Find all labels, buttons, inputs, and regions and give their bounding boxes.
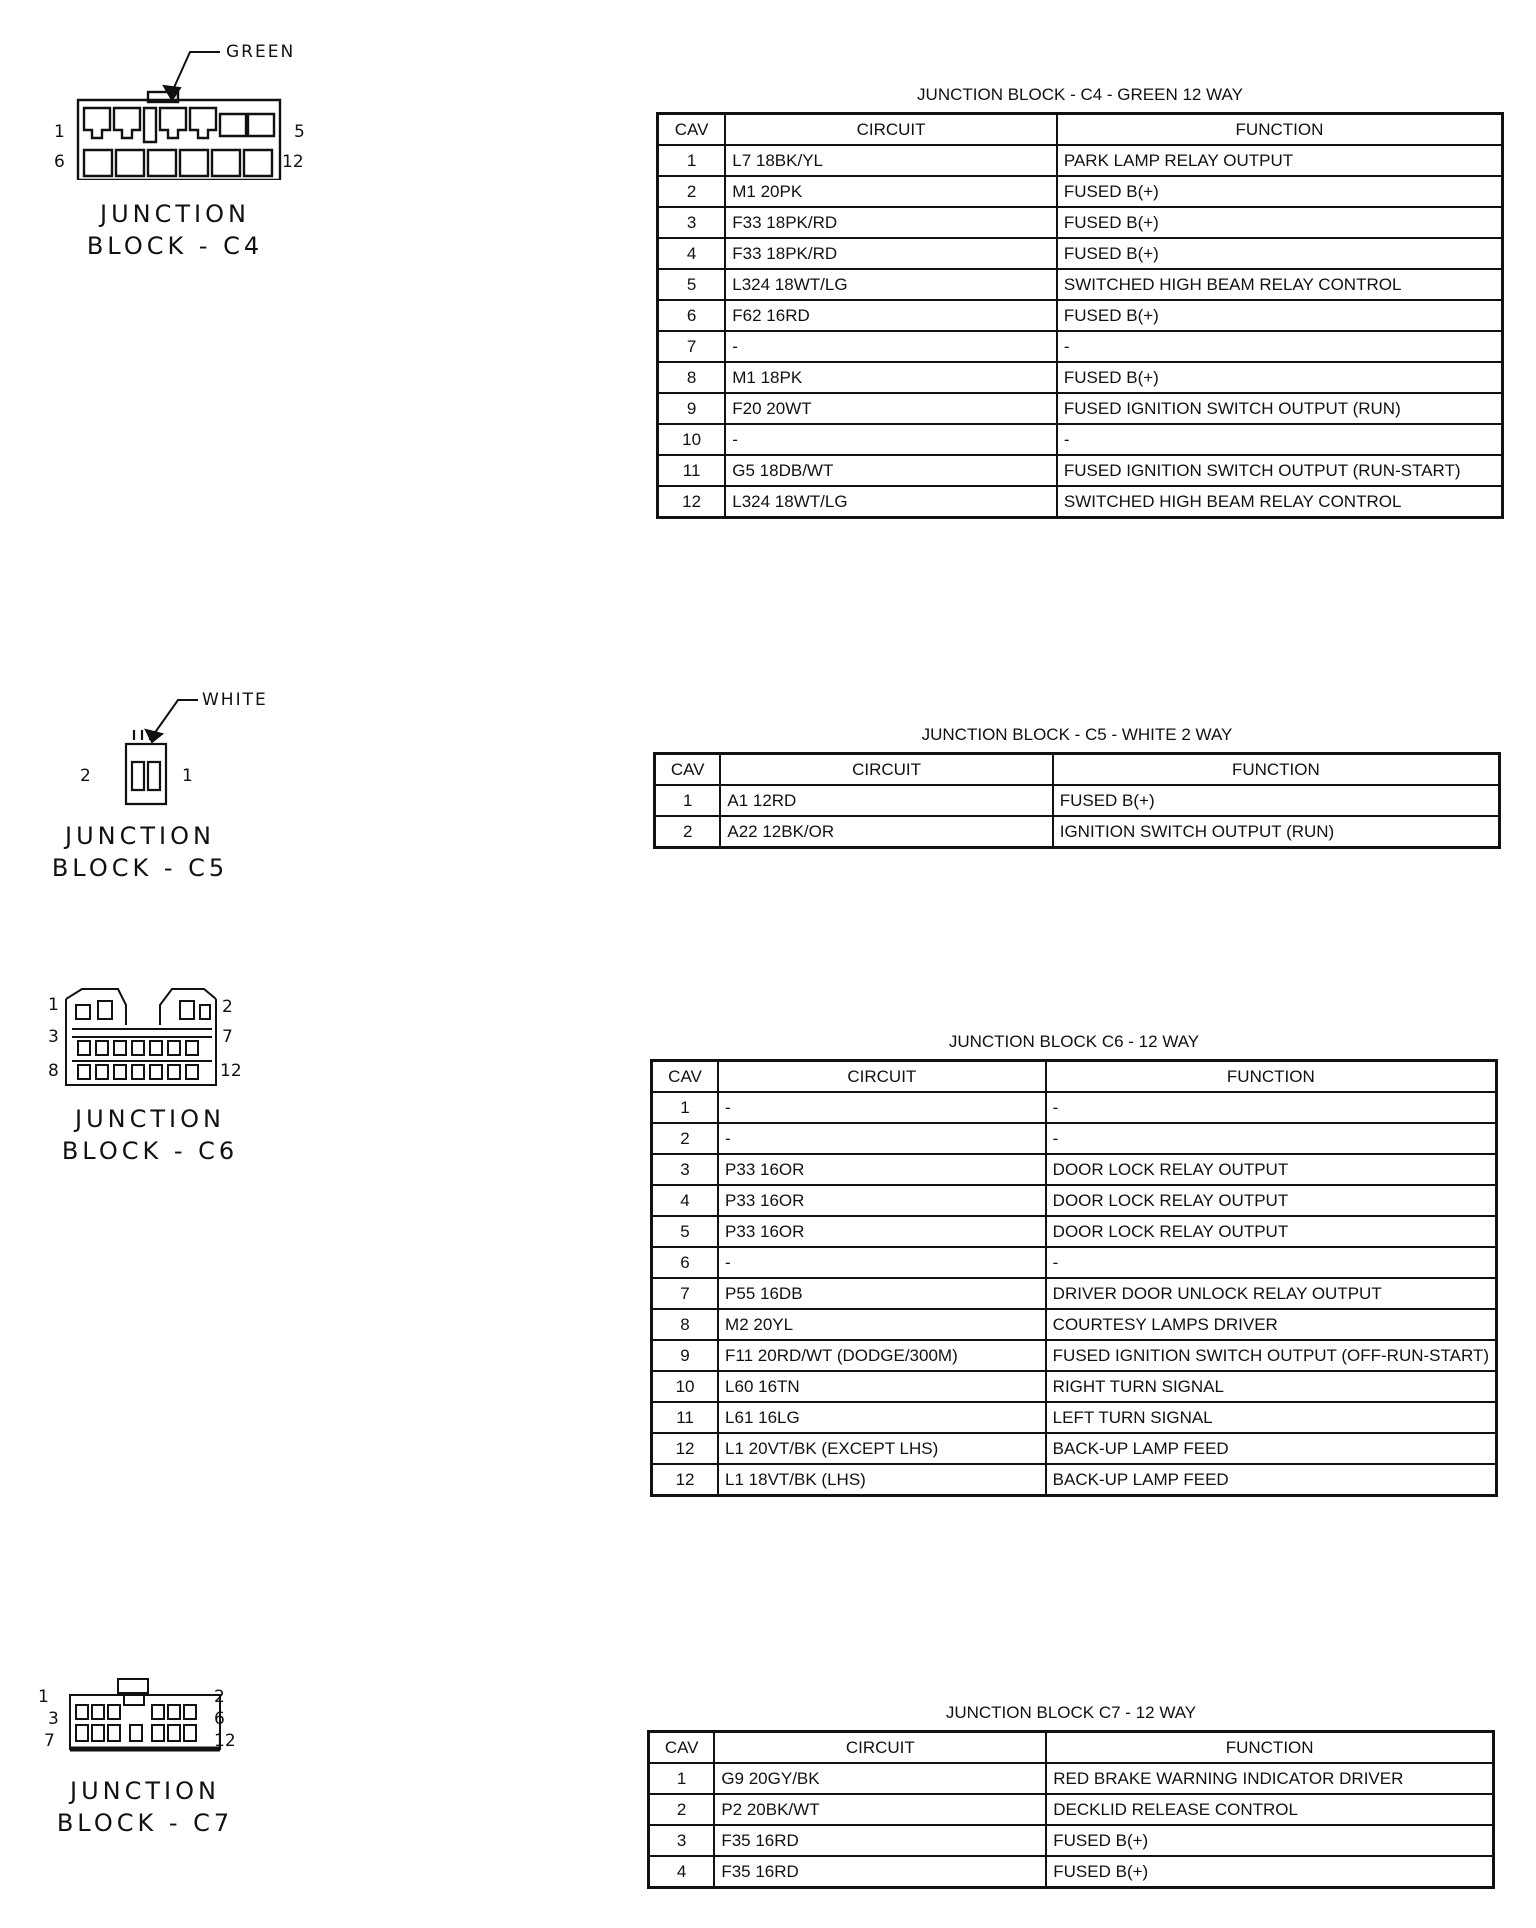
circuit-header: CIRCUIT [725, 114, 1057, 146]
function-cell: SWITCHED HIGH BEAM RELAY CONTROL [1057, 486, 1503, 518]
table-row [658, 269, 1503, 300]
table-row [652, 1371, 1497, 1402]
table-row [652, 1216, 1497, 1247]
pin-label: 6 [54, 152, 65, 172]
circuit-cell: L7 18BK/YL [725, 145, 1057, 176]
circuit-cell: P33 16OR [718, 1185, 1046, 1216]
cav-cell: 7 [652, 1278, 719, 1309]
connector-c5-label [30, 820, 250, 884]
table-row [658, 362, 1503, 393]
table-row [655, 816, 1500, 848]
table-row [658, 238, 1503, 269]
function-cell: FUSED B(+) [1046, 1825, 1493, 1856]
table-row [652, 1247, 1497, 1278]
table-title: JUNCTION BLOCK C6 - 12 WAY [948, 1032, 1200, 1051]
table-row [652, 1154, 1497, 1185]
cav-cell: 3 [652, 1154, 719, 1185]
function-cell: RIGHT TURN SIGNAL [1046, 1371, 1497, 1402]
table-c6-section [650, 1032, 1498, 1532]
label-line: BLOCK - C5 [51, 854, 229, 882]
cav-cell: 12 [652, 1464, 719, 1496]
cav-cell: 10 [652, 1371, 719, 1402]
connector-body-icon [78, 92, 280, 180]
connector-body-icon [66, 989, 216, 1085]
table-row [658, 176, 1503, 207]
function-cell: FUSED B(+) [1057, 176, 1503, 207]
pin-label: 7 [222, 1027, 233, 1047]
circuit-cell: A1 12RD [720, 785, 1052, 816]
table-row [655, 785, 1500, 816]
table-header-row [652, 1061, 1497, 1093]
cav-cell: 3 [649, 1825, 715, 1856]
circuit-cell: F11 20RD/WT (DODGE/300M) [718, 1340, 1046, 1371]
function-cell: DECKLID RELEASE CONTROL [1046, 1794, 1493, 1825]
table-row [649, 1825, 1494, 1856]
function-cell: FUSED B(+) [1057, 362, 1503, 393]
label-line: BLOCK - C7 [56, 1809, 234, 1837]
circuit-cell: F35 16RD [714, 1856, 1046, 1888]
table-row [658, 455, 1503, 486]
function-header: FUNCTION [1057, 114, 1503, 146]
cav-header: CAV [655, 754, 721, 786]
pin-label: 12 [282, 152, 304, 172]
cav-cell: 1 [649, 1763, 715, 1794]
cav-cell: 11 [658, 455, 726, 486]
cav-cell: 8 [652, 1309, 719, 1340]
cav-cell: 8 [658, 362, 726, 393]
cav-cell: 6 [652, 1247, 719, 1278]
connector-c6 [30, 985, 320, 1185]
table-c4-section [656, 85, 1504, 555]
function-cell: IGNITION SWITCH OUTPUT (RUN) [1053, 816, 1500, 848]
connector-c4-label [50, 198, 300, 262]
pin-label: 2 [222, 997, 233, 1017]
function-cell: DOOR LOCK RELAY OUTPUT [1046, 1216, 1497, 1247]
circuit-cell: G5 18DB/WT [725, 455, 1057, 486]
cav-cell: 12 [658, 486, 726, 518]
pin-label: 5 [294, 122, 305, 142]
function-cell: FUSED IGNITION SWITCH OUTPUT (OFF-RUN-START) [1046, 1340, 1497, 1371]
cav-cell: 3 [658, 207, 726, 238]
connector-body-icon [70, 1679, 220, 1749]
label-line: JUNCTION [75, 1105, 225, 1133]
label-line: BLOCK - C4 [86, 232, 264, 260]
label-line: JUNCTION [100, 200, 250, 228]
table-title: JUNCTION BLOCK - C5 - WHITE 2 WAY [921, 725, 1233, 744]
function-cell: PARK LAMP RELAY OUTPUT [1057, 145, 1503, 176]
circuit-cell: F33 18PK/RD [725, 207, 1057, 238]
junction-table [656, 112, 1504, 519]
pin-label: 12 [220, 1061, 242, 1081]
circuit-cell: A22 12BK/OR [720, 816, 1052, 848]
pin-label: 2 [80, 766, 91, 786]
table-row [658, 300, 1503, 331]
connector-c7 [30, 1665, 320, 1865]
function-cell: RED BRAKE WARNING INDICATOR DRIVER [1046, 1763, 1493, 1794]
circuit-header: CIRCUIT [714, 1732, 1046, 1764]
circuit-cell: P55 16DB [718, 1278, 1046, 1309]
cav-cell: 1 [658, 145, 726, 176]
table-row [658, 393, 1503, 424]
pin-label: 3 [48, 1027, 59, 1047]
cav-cell: 12 [652, 1433, 719, 1464]
function-cell: - [1046, 1123, 1497, 1154]
table-row [652, 1464, 1497, 1496]
function-cell: SWITCHED HIGH BEAM RELAY CONTROL [1057, 269, 1503, 300]
circuit-cell: F35 16RD [714, 1825, 1046, 1856]
table-c7-section [647, 1703, 1495, 1903]
function-cell: FUSED B(+) [1053, 785, 1500, 816]
pin-label: 8 [48, 1061, 59, 1081]
circuit-cell: G9 20GY/BK [714, 1763, 1046, 1794]
table-row [649, 1794, 1494, 1825]
cav-header: CAV [658, 114, 726, 146]
function-cell: FUSED B(+) [1057, 207, 1503, 238]
table-header-row [649, 1732, 1494, 1764]
pin-label: 1 [54, 122, 65, 142]
circuit-header: CIRCUIT [720, 754, 1052, 786]
cav-cell: 5 [658, 269, 726, 300]
circuit-cell: M1 20PK [725, 176, 1057, 207]
cav-cell: 2 [658, 176, 726, 207]
connector-c5 [30, 680, 320, 890]
pin-label: 2 [214, 1687, 225, 1707]
cav-cell: 4 [649, 1856, 715, 1888]
function-cell: FUSED B(+) [1057, 300, 1503, 331]
function-cell: FUSED IGNITION SWITCH OUTPUT (RUN-START) [1057, 455, 1503, 486]
table-row [658, 424, 1503, 455]
function-cell: FUSED B(+) [1057, 238, 1503, 269]
circuit-cell: F62 16RD [725, 300, 1057, 331]
cav-cell: 7 [658, 331, 726, 362]
function-cell: BACK-UP LAMP FEED [1046, 1464, 1497, 1496]
function-cell: LEFT TURN SIGNAL [1046, 1402, 1497, 1433]
label-line: JUNCTION [70, 1777, 220, 1805]
table-row [652, 1278, 1497, 1309]
table-row [652, 1309, 1497, 1340]
cav-cell: 9 [652, 1340, 719, 1371]
cav-cell: 1 [652, 1092, 719, 1123]
table-row [658, 145, 1503, 176]
circuit-cell: - [718, 1123, 1046, 1154]
pin-label: 1 [48, 995, 59, 1015]
table-c5-section [653, 725, 1501, 855]
table-row [658, 331, 1503, 362]
cav-cell: 1 [655, 785, 721, 816]
function-header: FUNCTION [1053, 754, 1500, 786]
cav-cell: 4 [658, 238, 726, 269]
table-row [652, 1433, 1497, 1464]
circuit-header: CIRCUIT [718, 1061, 1046, 1093]
cav-cell: 10 [658, 424, 726, 455]
table-header-row [658, 114, 1503, 146]
circuit-cell: M1 18PK [725, 362, 1057, 393]
table-title: JUNCTION BLOCK C7 - 12 WAY [945, 1703, 1197, 1722]
cav-cell: 6 [658, 300, 726, 331]
circuit-cell: F20 20WT [725, 393, 1057, 424]
circuit-cell: L324 18WT/LG [725, 269, 1057, 300]
circuit-cell: - [718, 1247, 1046, 1278]
table-row [652, 1340, 1497, 1371]
label-line: JUNCTION [65, 822, 215, 850]
pin-label: 1 [182, 766, 193, 786]
pin-label: 6 [214, 1709, 225, 1729]
cav-cell: 2 [652, 1123, 719, 1154]
circuit-cell: F33 18PK/RD [725, 238, 1057, 269]
function-header: FUNCTION [1046, 1061, 1497, 1093]
connector-c4 [30, 30, 320, 290]
function-cell: DOOR LOCK RELAY OUTPUT [1046, 1154, 1497, 1185]
cav-cell: 5 [652, 1216, 719, 1247]
color-callout-white: WHITE [202, 690, 268, 710]
cav-cell: 11 [652, 1402, 719, 1433]
table-row [652, 1402, 1497, 1433]
connector-c6-label [40, 1103, 260, 1167]
circuit-cell: L1 18VT/BK (LHS) [718, 1464, 1046, 1496]
connector-c6-drawing [30, 985, 320, 1105]
function-header: FUNCTION [1046, 1732, 1493, 1764]
table-row [649, 1763, 1494, 1794]
table-title: JUNCTION BLOCK - C4 - GREEN 12 WAY [917, 85, 1243, 104]
circuit-cell: P33 16OR [718, 1216, 1046, 1247]
table-row [658, 486, 1503, 518]
connector-c7-label [30, 1775, 260, 1839]
function-cell: - [1057, 424, 1503, 455]
function-cell: DOOR LOCK RELAY OUTPUT [1046, 1185, 1497, 1216]
table-row [652, 1092, 1497, 1123]
table-row [649, 1856, 1494, 1888]
table-row [652, 1185, 1497, 1216]
function-cell: FUSED IGNITION SWITCH OUTPUT (RUN) [1057, 393, 1503, 424]
connector-body-icon [126, 730, 166, 804]
circuit-cell: P2 20BK/WT [714, 1794, 1046, 1825]
pin-label: 1 [38, 1687, 49, 1707]
circuit-cell: - [718, 1092, 1046, 1123]
circuit-cell: - [725, 424, 1057, 455]
cav-cell: 9 [658, 393, 726, 424]
circuit-cell: P33 16OR [718, 1154, 1046, 1185]
table-header-row [655, 754, 1500, 786]
label-line: BLOCK - C6 [61, 1137, 239, 1165]
function-cell: FUSED B(+) [1046, 1856, 1493, 1888]
cav-cell: 4 [652, 1185, 719, 1216]
pin-label: 3 [48, 1709, 59, 1729]
circuit-cell: - [725, 331, 1057, 362]
function-cell: - [1046, 1247, 1497, 1278]
circuit-cell: L324 18WT/LG [725, 486, 1057, 518]
connector-c7-drawing [30, 1665, 320, 1765]
table-row [652, 1123, 1497, 1154]
connector-c4-drawing [30, 30, 320, 180]
junction-table [653, 752, 1501, 849]
pin-label: 12 [214, 1731, 236, 1751]
circuit-cell: L1 20VT/BK (EXCEPT LHS) [718, 1433, 1046, 1464]
function-cell: - [1057, 331, 1503, 362]
table-row [658, 207, 1503, 238]
circuit-cell: L61 16LG [718, 1402, 1046, 1433]
junction-table [650, 1059, 1498, 1497]
cav-header: CAV [649, 1732, 715, 1764]
function-cell: - [1046, 1092, 1497, 1123]
function-cell: COURTESY LAMPS DRIVER [1046, 1309, 1497, 1340]
junction-table [647, 1730, 1495, 1889]
function-cell: DRIVER DOOR UNLOCK RELAY OUTPUT [1046, 1278, 1497, 1309]
function-cell: BACK-UP LAMP FEED [1046, 1433, 1497, 1464]
color-callout-green: GREEN [226, 42, 296, 62]
pin-label: 7 [44, 1731, 55, 1751]
arrow-icon [146, 700, 198, 742]
circuit-cell: L60 16TN [718, 1371, 1046, 1402]
circuit-cell: M2 20YL [718, 1309, 1046, 1340]
cav-header: CAV [652, 1061, 719, 1093]
cav-cell: 2 [655, 816, 721, 848]
connector-c5-drawing [30, 680, 320, 810]
cav-cell: 2 [649, 1794, 715, 1825]
